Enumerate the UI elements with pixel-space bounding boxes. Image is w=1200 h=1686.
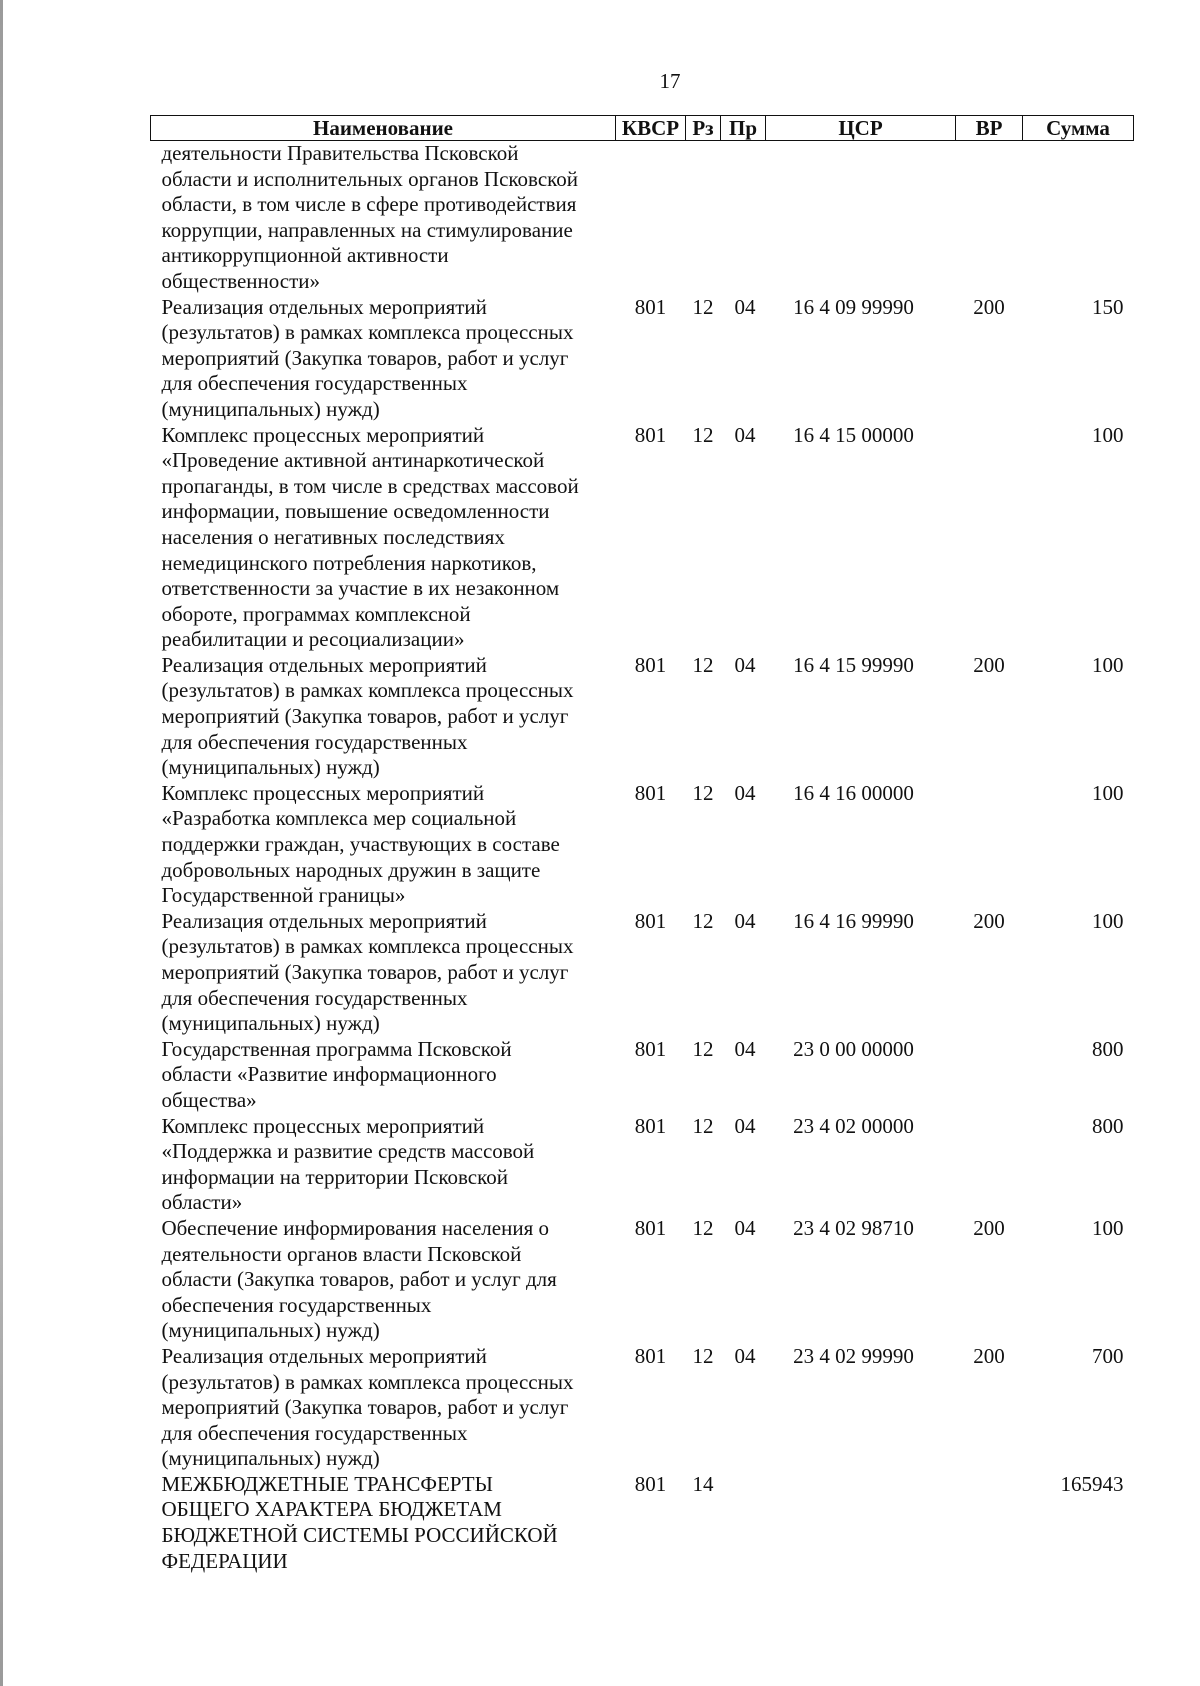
budget-table (150, 115, 1134, 1574)
row-kvsr: 801 (634, 780, 667, 805)
row-rz: 12 (692, 780, 714, 805)
row-pr (721, 141, 766, 295)
row-kvsr: 801 (634, 652, 667, 677)
row-pr: 04 (734, 780, 756, 805)
row-kvsr: 801 (634, 294, 667, 319)
table-row (151, 653, 1134, 781)
row-sum: 800 (1092, 1036, 1124, 1061)
row-vr (956, 781, 1023, 909)
row-vr: 200 (973, 1215, 1005, 1240)
row-kvsr: 801 (634, 908, 667, 933)
row-name: Реализация отдельных мероприятий (результатов) в рамках комплекса процессных мероприятий (Закупка товаров, работ и услуг для обеспечения государственных (муниципальных) нужд) (161, 294, 574, 421)
header-row (151, 116, 1134, 141)
row-sum: 700 (1092, 1343, 1124, 1368)
row-name: Реализация отдельных мероприятий (результатов) в рамках комплекса процессных мероприятий (Закупка товаров, работ и услуг для обеспечения государственных (муниципальных) нужд) (161, 908, 574, 1036)
row-sum: 100 (1092, 908, 1124, 933)
table-row (151, 1114, 1134, 1216)
row-vr: 200 (973, 908, 1005, 933)
row-pr: 04 (734, 1215, 756, 1240)
row-kvsr: 801 (634, 1343, 667, 1368)
row-sum (1023, 141, 1134, 295)
table-row (151, 1472, 1134, 1574)
row-name: Государственная программа Псковской области «Развитие информационного общества» (161, 1036, 512, 1112)
row-vr: 200 (973, 652, 1005, 677)
row-name: Комплекс процессных мероприятий «Разработка комплекса мер социальной поддержки граждан, участвующих в составе добровольных народных дружин в защите Государственной границы» (161, 780, 560, 908)
row-pr: 04 (734, 422, 756, 447)
row-vr (956, 1472, 1023, 1574)
row-pr (721, 1472, 766, 1574)
table-row (151, 909, 1134, 1037)
row-pr: 04 (734, 294, 756, 319)
table-row (151, 781, 1134, 909)
row-vr: 200 (973, 1343, 1005, 1368)
row-vr: 200 (973, 294, 1005, 319)
row-kvsr: 801 (634, 422, 667, 447)
row-csr: 23 0 00 00000 (793, 1036, 914, 1061)
row-sum: 100 (1092, 422, 1124, 447)
row-csr: 23 4 02 99990 (793, 1343, 914, 1368)
row-rz: 14 (692, 1471, 714, 1496)
header-name: Наименование (151, 116, 616, 141)
row-rz (686, 141, 721, 295)
row-sum: 100 (1092, 1215, 1124, 1240)
table-row (151, 1037, 1134, 1114)
row-kvsr (616, 141, 686, 295)
header-sum: Сумма (1023, 116, 1134, 141)
row-pr: 04 (734, 1036, 756, 1061)
row-rz: 12 (692, 422, 714, 447)
row-kvsr: 801 (634, 1036, 667, 1061)
table-row (151, 1216, 1134, 1344)
row-sum: 100 (1092, 652, 1124, 677)
table-body (151, 141, 1134, 1575)
row-sum: 100 (1092, 780, 1124, 805)
row-csr: 16 4 09 99990 (793, 294, 914, 319)
row-csr: 16 4 16 00000 (793, 780, 914, 805)
row-vr (956, 1114, 1023, 1216)
table-row (151, 423, 1134, 653)
row-pr: 04 (734, 652, 756, 677)
scan-edge (0, 0, 3, 1686)
row-csr (766, 141, 956, 295)
header-csr: ЦСР (766, 116, 956, 141)
row-csr: 16 4 15 99990 (793, 652, 914, 677)
row-name: деятельности Правительства Псковской области и исполнительных органов Псковской области, в том числе в сфере противодействия коррупции, направленных на стимулирование антикоррупционной активности общественности» (161, 141, 579, 293)
row-pr: 04 (734, 908, 756, 933)
table-row (151, 1344, 1134, 1472)
table-row (151, 295, 1134, 423)
row-name: Реализация отдельных мероприятий (результатов) в рамках комплекса процессных мероприятий (Закупка товаров, работ и услуг для обеспечения государственных (муниципальных) нужд) (161, 1343, 574, 1471)
row-kvsr: 801 (634, 1113, 667, 1138)
row-vr (956, 1037, 1023, 1114)
row-name: МЕЖБЮДЖЕТНЫЕ ТРАНСФЕРТЫ ОБЩЕГО ХАРАКТЕРА БЮДЖЕТАМ БЮДЖЕТНОЙ СИСТЕМЫ РОССИЙСКОЙ ФЕДЕРАЦИИ (161, 1471, 558, 1573)
page-number: 17 (659, 69, 681, 93)
row-rz: 12 (692, 652, 714, 677)
row-rz: 12 (692, 1343, 714, 1368)
row-vr (956, 141, 1023, 295)
header-pr: Пр (721, 116, 766, 141)
row-sum: 150 (1092, 294, 1124, 319)
row-name: Реализация отдельных мероприятий (результатов) в рамках комплекса процессных мероприятий (Закупка товаров, работ и услуг для обеспечения государственных (муниципальных) нужд) (161, 652, 574, 780)
row-kvsr: 801 (634, 1215, 667, 1240)
row-name: Комплекс процессных мероприятий «Проведение активной антинаркотической пропаганды, в том числе в средствах массовой информации, повышение осведомленности населения о негативных последствиях немедицинского потребления наркотиков, ответственности за участие в их незаконном обороте, программах комплексной реабилитации и ресоциализации» (161, 422, 579, 652)
row-pr: 04 (734, 1113, 756, 1138)
row-csr: 16 4 15 00000 (793, 422, 914, 447)
row-rz: 12 (692, 908, 714, 933)
row-pr: 04 (734, 1343, 756, 1368)
row-kvsr: 801 (634, 1471, 667, 1496)
row-rz: 12 (692, 1113, 714, 1138)
row-rz: 12 (692, 294, 714, 319)
row-csr: 23 4 02 98710 (793, 1215, 914, 1240)
row-rz: 12 (692, 1036, 714, 1061)
table-row (151, 141, 1134, 295)
header-kvsr: КВСР (616, 116, 686, 141)
row-name: Обеспечение информирования населения о деятельности органов власти Псковской области (Закупка товаров, работ и услуг для обеспечения государственных (муниципальных) нужд) (161, 1215, 557, 1343)
header-vr: ВР (956, 116, 1023, 141)
row-csr: 23 4 02 00000 (793, 1113, 914, 1138)
row-csr (766, 1472, 956, 1574)
row-rz: 12 (692, 1215, 714, 1240)
row-vr (956, 423, 1023, 653)
row-sum: 165943 (1060, 1471, 1124, 1496)
row-csr: 16 4 16 99990 (793, 908, 914, 933)
table-header (151, 116, 1134, 141)
header-rz: Рз (686, 116, 721, 141)
row-name: Комплекс процессных мероприятий «Поддержка и развитие средств массовой информации на территории Псковской области» (161, 1113, 535, 1215)
row-sum: 800 (1092, 1113, 1124, 1138)
